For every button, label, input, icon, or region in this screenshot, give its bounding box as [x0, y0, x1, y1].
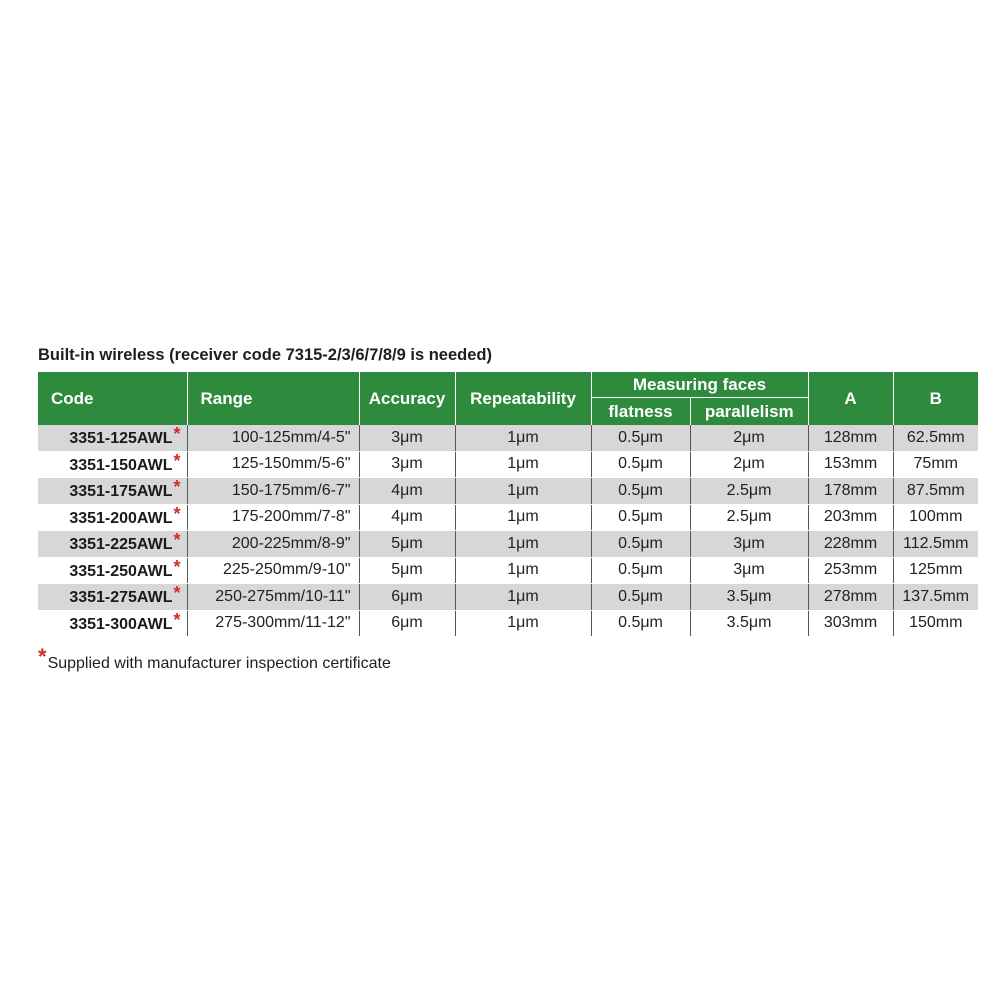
- certificate-asterisk: *: [173, 477, 181, 498]
- cell-parallelism: 2.5μm: [690, 478, 808, 505]
- header-code: Code: [38, 372, 187, 425]
- certificate-asterisk: *: [173, 557, 181, 577]
- cell-parallelism: 3.5μm: [690, 584, 808, 611]
- table-row: [38, 557, 978, 584]
- cell-a: 278mm: [808, 584, 893, 611]
- header-a: A: [808, 372, 893, 425]
- cell-accuracy: 4μm: [359, 504, 455, 531]
- cell-parallelism: 2μm: [690, 451, 808, 478]
- cell-flatness: 0.5μm: [591, 584, 690, 611]
- cell-accuracy: 6μm: [359, 584, 455, 611]
- cell-repeatability: 1μm: [455, 425, 591, 451]
- cell-b: 112.5mm: [893, 531, 978, 558]
- cell-parallelism: 3μm: [690, 557, 808, 584]
- code-text: 3351-300AWL: [69, 615, 173, 633]
- cell-a: 228mm: [808, 531, 893, 558]
- table-row: [38, 531, 978, 558]
- cell-flatness: 0.5μm: [591, 504, 690, 531]
- cell-repeatability: 1μm: [455, 504, 591, 531]
- code-text: 3351-275AWL: [69, 589, 173, 607]
- cell-range: 200-225mm/8-9": [187, 531, 359, 558]
- certificate-asterisk: *: [173, 504, 181, 524]
- cell-repeatability: 1μm: [455, 610, 591, 637]
- header-repeatability: Repeatability: [455, 372, 591, 425]
- table-caption: Built-in wireless (receiver code 7315-2/3/6/7/8/9 is needed): [38, 346, 492, 364]
- cell-range: 250-275mm/10-11": [187, 584, 359, 611]
- cell-accuracy: 5μm: [359, 531, 455, 558]
- cell-flatness: 0.5μm: [591, 610, 690, 637]
- spec-table: [38, 372, 978, 637]
- cell-repeatability: 1μm: [455, 557, 591, 584]
- table-row: [38, 425, 978, 451]
- cell-repeatability: 1μm: [455, 531, 591, 558]
- cell-accuracy: 4μm: [359, 478, 455, 505]
- certificate-asterisk: *: [173, 610, 181, 630]
- table-row: [38, 504, 978, 531]
- table-row: [38, 610, 978, 637]
- header-measuring-faces: Measuring faces: [591, 372, 808, 398]
- cell-a: 153mm: [808, 451, 893, 478]
- cell-code: [38, 451, 187, 478]
- cell-accuracy: 3μm: [359, 425, 455, 451]
- certificate-asterisk: *: [173, 425, 181, 445]
- footnote-asterisk: *: [38, 644, 47, 669]
- cell-range: 150-175mm/6-7": [187, 478, 359, 505]
- header-b: B: [893, 372, 978, 425]
- cell-a: 203mm: [808, 504, 893, 531]
- code-text: 3351-250AWL: [69, 562, 173, 580]
- cell-b: 137.5mm: [893, 584, 978, 611]
- header-flatness: flatness: [591, 398, 690, 426]
- header-range: Range: [187, 372, 359, 425]
- cell-a: 178mm: [808, 478, 893, 505]
- cell-range: 125-150mm/5-6": [187, 451, 359, 478]
- header-row: [38, 372, 978, 398]
- certificate-asterisk: *: [173, 451, 181, 471]
- cell-repeatability: 1μm: [455, 478, 591, 505]
- cell-b: 125mm: [893, 557, 978, 584]
- certificate-asterisk: *: [173, 530, 181, 551]
- cell-code: [38, 584, 187, 611]
- cell-parallelism: 2μm: [690, 425, 808, 451]
- cell-accuracy: 3μm: [359, 451, 455, 478]
- cell-b: 100mm: [893, 504, 978, 531]
- cell-code: [38, 557, 187, 584]
- footnote-text: Supplied with manufacturer inspection certificate: [47, 655, 391, 672]
- code-text: 3351-200AWL: [69, 509, 173, 527]
- cell-a: 253mm: [808, 557, 893, 584]
- cell-range: 100-125mm/4-5": [187, 425, 359, 451]
- code-text: 3351-225AWL: [69, 536, 173, 554]
- code-text: 3351-175AWL: [69, 483, 173, 501]
- cell-flatness: 0.5μm: [591, 478, 690, 505]
- cell-a: 303mm: [808, 610, 893, 637]
- cell-accuracy: 6μm: [359, 610, 455, 637]
- cell-flatness: 0.5μm: [591, 451, 690, 478]
- cell-code: [38, 504, 187, 531]
- cell-b: 87.5mm: [893, 478, 978, 505]
- cell-range: 175-200mm/7-8": [187, 504, 359, 531]
- cell-b: 150mm: [893, 610, 978, 637]
- cell-code: [38, 610, 187, 637]
- header-accuracy: Accuracy: [359, 372, 455, 425]
- cell-repeatability: 1μm: [455, 584, 591, 611]
- cell-parallelism: 3μm: [690, 531, 808, 558]
- table-row: [38, 478, 978, 505]
- cell-range: 225-250mm/9-10": [187, 557, 359, 584]
- cell-b: 62.5mm: [893, 425, 978, 451]
- code-text: 3351-125AWL: [69, 430, 173, 448]
- header-parallelism: parallelism: [690, 398, 808, 426]
- cell-a: 128mm: [808, 425, 893, 451]
- cell-b: 75mm: [893, 451, 978, 478]
- table-row: [38, 584, 978, 611]
- cell-parallelism: 2.5μm: [690, 504, 808, 531]
- footnote: [38, 644, 391, 674]
- cell-code: [38, 531, 187, 558]
- cell-repeatability: 1μm: [455, 451, 591, 478]
- code-text: 3351-150AWL: [69, 456, 173, 474]
- cell-code: [38, 478, 187, 505]
- cell-flatness: 0.5μm: [591, 557, 690, 584]
- cell-parallelism: 3.5μm: [690, 610, 808, 637]
- cell-code: [38, 425, 187, 451]
- cell-range: 275-300mm/11-12": [187, 610, 359, 637]
- cell-flatness: 0.5μm: [591, 425, 690, 451]
- table-row: [38, 451, 978, 478]
- cell-flatness: 0.5μm: [591, 531, 690, 558]
- certificate-asterisk: *: [173, 583, 181, 604]
- cell-accuracy: 5μm: [359, 557, 455, 584]
